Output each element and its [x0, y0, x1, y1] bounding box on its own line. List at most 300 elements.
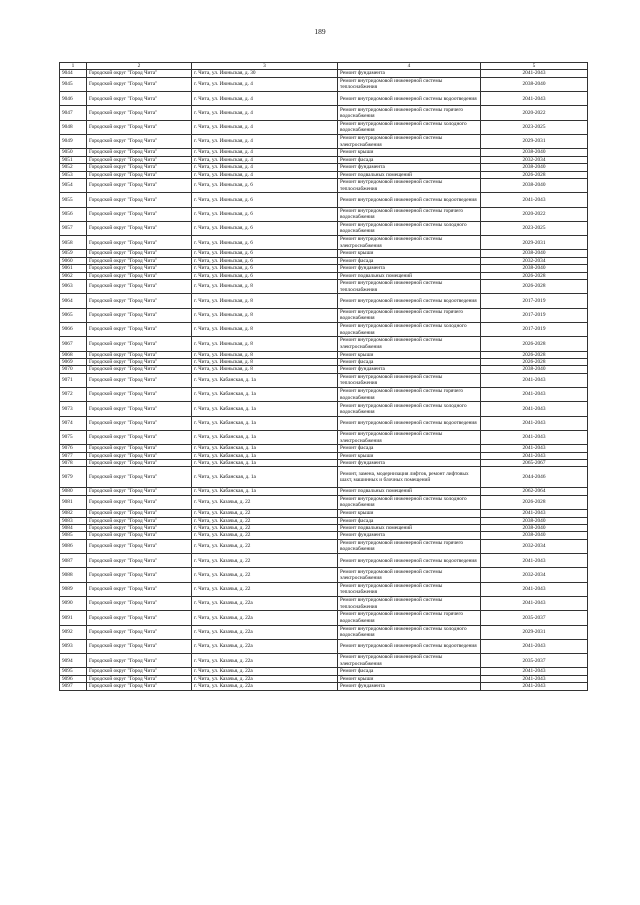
row-number-cell: 9085 [60, 532, 87, 539]
municipality-cell: Городской округ "Город Чита" [87, 358, 192, 365]
municipality-cell: Городской округ "Город Чита" [87, 430, 192, 444]
period-cell: 2032-2034 [481, 539, 588, 553]
address-cell: г. Чита, ул. Казачья, д. 22а [192, 675, 338, 682]
table-row [60, 654, 588, 668]
address-cell: г. Чита, ул. Кабанская, д. 1а [192, 452, 338, 459]
period-cell: 2023-2025 [481, 221, 588, 235]
municipality-cell: Городской округ "Город Чита" [87, 388, 192, 402]
row-number-cell: 9051 [60, 156, 87, 163]
work-type-cell: Ремонт внутридомовой инженерной системы теплоснабжения [338, 373, 481, 387]
work-type-cell: Ремонт подвальных помещений [338, 488, 481, 495]
row-number-cell: 9058 [60, 236, 87, 250]
row-number-cell: 9076 [60, 445, 87, 452]
period-cell: 2020-2022 [481, 207, 588, 221]
address-cell: г. Чита, ул. Июньская, д. 4 [192, 171, 338, 178]
row-number-cell: 9055 [60, 193, 87, 207]
period-cell: 2041-2043 [481, 92, 588, 106]
municipality-cell: Городской округ "Город Чита" [87, 452, 192, 459]
row-number-cell: 9067 [60, 337, 87, 351]
municipality-cell: Городской округ "Город Чита" [87, 265, 192, 272]
work-type-cell: Ремонт фасада [338, 257, 481, 264]
row-number-cell: 9048 [60, 120, 87, 134]
work-type-cell: Ремонт внутридомовой инженерной системы холодного водоснабжения [338, 322, 481, 336]
row-number-cell: 9062 [60, 272, 87, 279]
row-number-cell: 9069 [60, 358, 87, 365]
address-cell: г. Чита, ул. Казачья, д. 22 [192, 539, 338, 553]
table-row [60, 596, 588, 610]
address-cell: г. Чита, ул. Июньская, д. 4 [192, 156, 338, 163]
address-cell: г. Чита, ул. Казачья, д. 22 [192, 495, 338, 509]
address-cell: г. Чита, ул. Июньская, д. 6 [192, 221, 338, 235]
period-cell: 2032-2034 [481, 568, 588, 582]
municipality-cell: Городской округ "Город Чита" [87, 654, 192, 668]
municipality-cell: Городской округ "Город Чита" [87, 308, 192, 322]
municipality-cell: Городской округ "Город Чита" [87, 460, 192, 467]
municipality-cell: Городской округ "Город Чита" [87, 554, 192, 568]
municipality-cell: Городской округ "Город Чита" [87, 257, 192, 264]
period-cell: 2038-2040 [481, 77, 588, 91]
period-cell: 2032-2034 [481, 257, 588, 264]
period-cell: 2041-2043 [481, 193, 588, 207]
row-number-cell: 9096 [60, 675, 87, 682]
period-cell: 2032-2034 [481, 156, 588, 163]
municipality-cell: Городской округ "Город Чита" [87, 250, 192, 257]
work-type-cell: Ремонт внутридомовой инженерной системы электроснабжения [338, 236, 481, 250]
address-cell: г. Чита, ул. Казачья, д. 22а [192, 611, 338, 625]
table-body [60, 63, 588, 691]
work-type-cell: Ремонт внутридомовой инженерной системы горячего водоснабжения [338, 207, 481, 221]
table-row [60, 308, 588, 322]
table-row [60, 70, 588, 77]
municipality-cell: Городской округ "Город Чита" [87, 668, 192, 675]
row-number-cell: 9071 [60, 373, 87, 387]
municipality-cell: Городской округ "Город Чита" [87, 373, 192, 387]
address-cell: г. Чита, ул. Июньская, д. 6 [192, 272, 338, 279]
row-number-cell: 9097 [60, 683, 87, 690]
address-cell: г. Чита, ул. Июньская, д. 4 [192, 92, 338, 106]
table-row [60, 388, 588, 402]
period-cell: 2038-2040 [481, 366, 588, 373]
period-cell: 2029-2031 [481, 625, 588, 639]
address-cell: г. Чита, ул. Казачья, д. 22а [192, 668, 338, 675]
period-cell: 2020-2022 [481, 106, 588, 120]
row-number-cell: 9045 [60, 77, 87, 91]
row-number-cell: 9092 [60, 625, 87, 639]
row-number-cell: 9050 [60, 149, 87, 156]
work-type-cell: Ремонт внутридомовой инженерной системы горячего водоснабжения [338, 106, 481, 120]
table-row [60, 265, 588, 272]
address-cell: г. Чита, ул. Июньская, д. 6 [192, 257, 338, 264]
address-cell: г. Чита, ул. Казачья, д. 22 [192, 524, 338, 531]
municipality-cell: Городской округ "Город Чита" [87, 135, 192, 149]
period-cell: 2041-2043 [481, 639, 588, 653]
municipality-cell: Городской округ "Город Чита" [87, 445, 192, 452]
table-row [60, 517, 588, 524]
row-number-cell: 9088 [60, 568, 87, 582]
table-row [60, 106, 588, 120]
period-cell: 2041-2043 [481, 596, 588, 610]
period-cell: 2038-2040 [481, 532, 588, 539]
address-cell: г. Чита, ул. Казачья, д. 22а [192, 596, 338, 610]
period-cell: 2038-2040 [481, 524, 588, 531]
row-number-cell: 9083 [60, 517, 87, 524]
municipality-cell: Городской округ "Город Чита" [87, 92, 192, 106]
table-row [60, 568, 588, 582]
table-row [60, 675, 588, 682]
work-type-cell: Ремонт крыши [338, 675, 481, 682]
period-cell: 2038-2040 [481, 178, 588, 192]
period-cell: 2041-2043 [481, 675, 588, 682]
period-cell: 2026-2028 [481, 495, 588, 509]
work-type-cell: Ремонт крыши [338, 351, 481, 358]
address-cell: г. Чита, ул. Кабанская, д. 1а [192, 460, 338, 467]
address-cell: г. Чита, ул. Кабанская, д. 1а [192, 388, 338, 402]
table-row [60, 221, 588, 235]
row-number-cell: 9046 [60, 92, 87, 106]
municipality-cell: Городской округ "Город Чита" [87, 568, 192, 582]
municipality-cell: Городской округ "Город Чита" [87, 582, 192, 596]
work-type-cell: Ремонт внутридомовой инженерной системы электроснабжения [338, 135, 481, 149]
period-cell: 2029-2031 [481, 236, 588, 250]
row-number-cell: 9057 [60, 221, 87, 235]
table-row [60, 488, 588, 495]
work-type-cell: Ремонт фундамента [338, 460, 481, 467]
address-cell: г. Чита, ул. Июньская, д. 6 [192, 265, 338, 272]
address-cell: г. Чита, ул. Июньская, д. 4 [192, 77, 338, 91]
work-type-cell: Ремонт внутридомовой инженерной системы теплоснабжения [338, 77, 481, 91]
work-type-cell: Ремонт фундамента [338, 70, 481, 77]
work-type-cell: Ремонт внутридомовой инженерной системы теплоснабжения [338, 582, 481, 596]
period-cell: 2017-2019 [481, 294, 588, 308]
table-row [60, 625, 588, 639]
municipality-cell: Городской округ "Город Чита" [87, 488, 192, 495]
work-type-cell: Ремонт внутридомовой инженерной системы горячего водоснабжения [338, 611, 481, 625]
row-number-cell: 9078 [60, 460, 87, 467]
table-row [60, 77, 588, 91]
table-row [60, 322, 588, 336]
table-row [60, 683, 588, 690]
address-cell: г. Чита, ул. Казачья, д. 22 [192, 517, 338, 524]
work-type-cell: Ремонт фундамента [338, 265, 481, 272]
table-row [60, 351, 588, 358]
table-row [60, 207, 588, 221]
table-row [60, 149, 588, 156]
table-row [60, 92, 588, 106]
table-row [60, 495, 588, 509]
address-cell: г. Чита, ул. Казачья, д. 22а [192, 683, 338, 690]
table-row [60, 452, 588, 459]
municipality-cell: Городской округ "Город Чита" [87, 539, 192, 553]
address-cell: г. Чита, ул. Июньская, д. 6 [192, 207, 338, 221]
row-number-cell: 9080 [60, 488, 87, 495]
table-row [60, 373, 588, 387]
work-type-cell: Ремонт внутридомовой инженерной системы водоотведения [338, 193, 481, 207]
address-cell: г. Чита, ул. Казачья, д. 22 [192, 510, 338, 517]
municipality-cell: Городской округ "Город Чита" [87, 322, 192, 336]
table-row [60, 460, 588, 467]
municipality-cell: Городской округ "Город Чита" [87, 683, 192, 690]
period-cell: 2017-2019 [481, 322, 588, 336]
municipality-cell: Городской округ "Город Чита" [87, 106, 192, 120]
work-type-cell: Ремонт, замена, модернизация лифтов, ремонт лифтовых шахт, машинных и блочных помещений [338, 467, 481, 488]
address-cell: г. Чита, ул. Казачья, д. 22 [192, 554, 338, 568]
row-number-cell: 9070 [60, 366, 87, 373]
work-type-cell: Ремонт внутридомовой инженерной системы электроснабжения [338, 654, 481, 668]
row-number-cell: 9056 [60, 207, 87, 221]
column-header: 5 [481, 63, 588, 70]
table-row [60, 366, 588, 373]
row-number-cell: 9052 [60, 164, 87, 171]
row-number-cell: 9063 [60, 280, 87, 294]
period-cell: 2041-2043 [481, 70, 588, 77]
period-cell: 2038-2040 [481, 265, 588, 272]
table-row [60, 236, 588, 250]
column-header: 2 [87, 63, 192, 70]
address-cell: г. Чита, ул. Июньская, д. 30 [192, 70, 338, 77]
table-row [60, 120, 588, 134]
table-row [60, 524, 588, 531]
row-number-cell: 9087 [60, 554, 87, 568]
column-header: 4 [338, 63, 481, 70]
period-cell: 2029-2031 [481, 135, 588, 149]
municipality-cell: Городской округ "Город Чита" [87, 532, 192, 539]
address-cell: г. Чита, ул. Казачья, д. 22 [192, 532, 338, 539]
period-cell: 2026-2028 [481, 351, 588, 358]
row-number-cell: 9081 [60, 495, 87, 509]
row-number-cell: 9084 [60, 524, 87, 531]
municipality-cell: Городской округ "Город Чита" [87, 120, 192, 134]
address-cell: г. Чита, ул. Июньская, д. 4 [192, 135, 338, 149]
period-cell: 2041-2043 [481, 445, 588, 452]
work-type-cell: Ремонт внутридомовой инженерной системы теплоснабжения [338, 280, 481, 294]
work-type-cell: Ремонт внутридомовой инженерной системы холодного водоснабжения [338, 221, 481, 235]
address-cell: г. Чита, ул. Кабанская, д. 1а [192, 488, 338, 495]
municipality-cell: Городской округ "Город Чита" [87, 524, 192, 531]
period-cell: 2041-2043 [481, 416, 588, 430]
address-cell: г. Чита, ул. Казачья, д. 22 [192, 582, 338, 596]
work-type-cell: Ремонт фасада [338, 358, 481, 365]
row-number-cell: 9075 [60, 430, 87, 444]
table-row [60, 156, 588, 163]
work-type-cell: Ремонт внутридомовой инженерной системы холодного водоснабжения [338, 625, 481, 639]
table-row [60, 582, 588, 596]
municipality-cell: Городской округ "Город Чита" [87, 517, 192, 524]
municipality-cell: Городской округ "Город Чита" [87, 510, 192, 517]
work-type-cell: Ремонт внутридомовой инженерной системы холодного водоснабжения [338, 120, 481, 134]
work-type-cell: Ремонт внутридомовой инженерной системы горячего водоснабжения [338, 388, 481, 402]
table-row [60, 402, 588, 416]
table-row [60, 280, 588, 294]
address-cell: г. Чита, ул. Июньская, д. 8 [192, 280, 338, 294]
work-type-cell: Ремонт внутридомовой инженерной системы водоотведения [338, 554, 481, 568]
table-row [60, 430, 588, 444]
column-header: 3 [192, 63, 338, 70]
municipality-cell: Городской округ "Город Чита" [87, 236, 192, 250]
work-type-cell: Ремонт внутридомовой инженерной системы водоотведения [338, 416, 481, 430]
table-row [60, 257, 588, 264]
period-cell: 2038-2040 [481, 517, 588, 524]
period-cell: 2026-2028 [481, 337, 588, 351]
municipality-cell: Городской округ "Город Чита" [87, 495, 192, 509]
work-type-cell: Ремонт фасада [338, 517, 481, 524]
work-type-cell: Ремонт фасада [338, 445, 481, 452]
period-cell: 2038-2040 [481, 149, 588, 156]
table-row [60, 510, 588, 517]
period-cell: 2041-2043 [481, 402, 588, 416]
municipality-cell: Городской округ "Город Чита" [87, 164, 192, 171]
municipality-cell: Городской округ "Город Чита" [87, 149, 192, 156]
municipality-cell: Городской округ "Город Чита" [87, 611, 192, 625]
period-cell: 2038-2040 [481, 164, 588, 171]
row-number-cell: 9095 [60, 668, 87, 675]
work-type-cell: Ремонт внутридомовой инженерной системы водоотведения [338, 294, 481, 308]
work-type-cell: Ремонт внутридомовой инженерной системы теплоснабжения [338, 178, 481, 192]
municipality-cell: Городской округ "Город Чита" [87, 171, 192, 178]
address-cell: г. Чита, ул. Июньская, д. 4 [192, 120, 338, 134]
work-type-cell: Ремонт подвальных помещений [338, 171, 481, 178]
municipality-cell: Городской округ "Город Чита" [87, 178, 192, 192]
period-cell: 2026-2028 [481, 272, 588, 279]
work-type-cell: Ремонт внутридомовой инженерной системы электроснабжения [338, 337, 481, 351]
row-number-cell: 9074 [60, 416, 87, 430]
period-cell: 2041-2043 [481, 554, 588, 568]
municipality-cell: Городской округ "Город Чита" [87, 337, 192, 351]
address-cell: г. Чита, ул. Июньская, д. 8 [192, 322, 338, 336]
column-header: 1 [60, 63, 87, 70]
municipality-cell: Городской округ "Город Чита" [87, 272, 192, 279]
address-cell: г. Чита, ул. Июньская, д. 4 [192, 106, 338, 120]
row-number-cell: 9049 [60, 135, 87, 149]
row-number-cell: 9064 [60, 294, 87, 308]
work-type-cell: Ремонт внутридомовой инженерной системы горячего водоснабжения [338, 539, 481, 553]
table-row [60, 164, 588, 171]
address-cell: г. Чита, ул. Кабанская, д. 1а [192, 416, 338, 430]
work-type-cell: Ремонт внутридомовой инженерной системы электроснабжения [338, 568, 481, 582]
table-row [60, 178, 588, 192]
table-row [60, 193, 588, 207]
period-cell: 2035-2037 [481, 654, 588, 668]
address-cell: г. Чита, ул. Июньская, д. 4 [192, 164, 338, 171]
table-row [60, 467, 588, 488]
municipality-cell: Городской округ "Город Чита" [87, 70, 192, 77]
table-row [60, 416, 588, 430]
row-number-cell: 9079 [60, 467, 87, 488]
work-type-cell: Ремонт подвальных помещений [338, 524, 481, 531]
table-row [60, 445, 588, 452]
row-number-cell: 9090 [60, 596, 87, 610]
row-number-cell: 9082 [60, 510, 87, 517]
table-row [60, 272, 588, 279]
row-number-cell: 9089 [60, 582, 87, 596]
page-number: 189 [314, 27, 326, 36]
work-type-cell: Ремонт подвальных помещений [338, 272, 481, 279]
address-cell: г. Чита, ул. Кабанская, д. 1а [192, 445, 338, 452]
address-cell: г. Чита, ул. Кабанская, д. 1а [192, 373, 338, 387]
address-cell: г. Чита, ул. Казачья, д. 22а [192, 625, 338, 639]
address-cell: г. Чита, ул. Июньская, д. 6 [192, 236, 338, 250]
work-type-cell: Ремонт фундамента [338, 164, 481, 171]
table-row [60, 668, 588, 675]
address-cell: г. Чита, ул. Июньская, д. 8 [192, 358, 338, 365]
address-cell: г. Чита, ул. Июньская, д. 8 [192, 308, 338, 322]
address-cell: г. Чита, ул. Кабанская, д. 1а [192, 430, 338, 444]
address-cell: г. Чита, ул. Казачья, д. 22а [192, 639, 338, 653]
row-number-cell: 9054 [60, 178, 87, 192]
address-cell: г. Чита, ул. Казачья, д. 22а [192, 654, 338, 668]
address-cell: г. Чита, ул. Июньская, д. 6 [192, 250, 338, 257]
work-type-cell: Ремонт крыши [338, 510, 481, 517]
period-cell: 2026-2028 [481, 280, 588, 294]
row-number-cell: 9091 [60, 611, 87, 625]
work-type-cell: Ремонт фундамента [338, 366, 481, 373]
municipality-cell: Городской округ "Город Чита" [87, 467, 192, 488]
work-type-cell: Ремонт крыши [338, 149, 481, 156]
address-cell: г. Чита, ул. Июньская, д. 8 [192, 351, 338, 358]
work-type-cell: Ремонт фундамента [338, 532, 481, 539]
table-row [60, 639, 588, 653]
period-cell: 2041-2043 [481, 683, 588, 690]
municipality-cell: Городской округ "Город Чита" [87, 639, 192, 653]
table-row [60, 294, 588, 308]
row-number-cell: 9068 [60, 351, 87, 358]
period-cell: 2041-2043 [481, 388, 588, 402]
address-cell: г. Чита, ул. Июньская, д. 8 [192, 366, 338, 373]
table-row [60, 171, 588, 178]
row-number-cell: 9073 [60, 402, 87, 416]
table-header-row [60, 63, 588, 70]
table-row [60, 337, 588, 351]
row-number-cell: 9065 [60, 308, 87, 322]
row-number-cell: 9086 [60, 539, 87, 553]
work-type-cell: Ремонт внутридомовой инженерной системы холодного водоснабжения [338, 495, 481, 509]
municipality-cell: Городской округ "Город Чита" [87, 156, 192, 163]
municipality-cell: Городской округ "Город Чита" [87, 351, 192, 358]
table-row [60, 532, 588, 539]
table-row [60, 554, 588, 568]
work-type-cell: Ремонт внутридомовой инженерной системы холодного водоснабжения [338, 402, 481, 416]
municipality-cell: Городской округ "Город Чита" [87, 280, 192, 294]
row-number-cell: 9066 [60, 322, 87, 336]
table-row [60, 358, 588, 365]
work-type-cell: Ремонт фасада [338, 156, 481, 163]
address-cell: г. Чита, ул. Кабанская, д. 1а [192, 402, 338, 416]
address-cell: г. Чита, ул. Июньская, д. 4 [192, 149, 338, 156]
period-cell: 2026-2028 [481, 171, 588, 178]
address-cell: г. Чита, ул. Кабанская, д. 1а [192, 467, 338, 488]
capital-repair-table [59, 62, 588, 691]
work-type-cell: Ремонт внутридомовой инженерной системы горячего водоснабжения [338, 308, 481, 322]
period-cell: 2065-2067 [481, 460, 588, 467]
period-cell: 2041-2043 [481, 452, 588, 459]
row-number-cell: 9060 [60, 257, 87, 264]
address-cell: г. Чита, ул. Июньская, д. 8 [192, 294, 338, 308]
row-number-cell: 9093 [60, 639, 87, 653]
period-cell: 2041-2043 [481, 582, 588, 596]
municipality-cell: Городской округ "Город Чита" [87, 596, 192, 610]
period-cell: 2041-2043 [481, 668, 588, 675]
period-cell: 2026-2028 [481, 358, 588, 365]
table-row [60, 135, 588, 149]
row-number-cell: 9061 [60, 265, 87, 272]
row-number-cell: 9077 [60, 452, 87, 459]
municipality-cell: Городской округ "Город Чита" [87, 207, 192, 221]
period-cell: 2041-2043 [481, 510, 588, 517]
period-cell: 2017-2019 [481, 308, 588, 322]
municipality-cell: Городской округ "Город Чита" [87, 193, 192, 207]
table-row [60, 539, 588, 553]
table-row [60, 250, 588, 257]
municipality-cell: Городской округ "Город Чита" [87, 402, 192, 416]
